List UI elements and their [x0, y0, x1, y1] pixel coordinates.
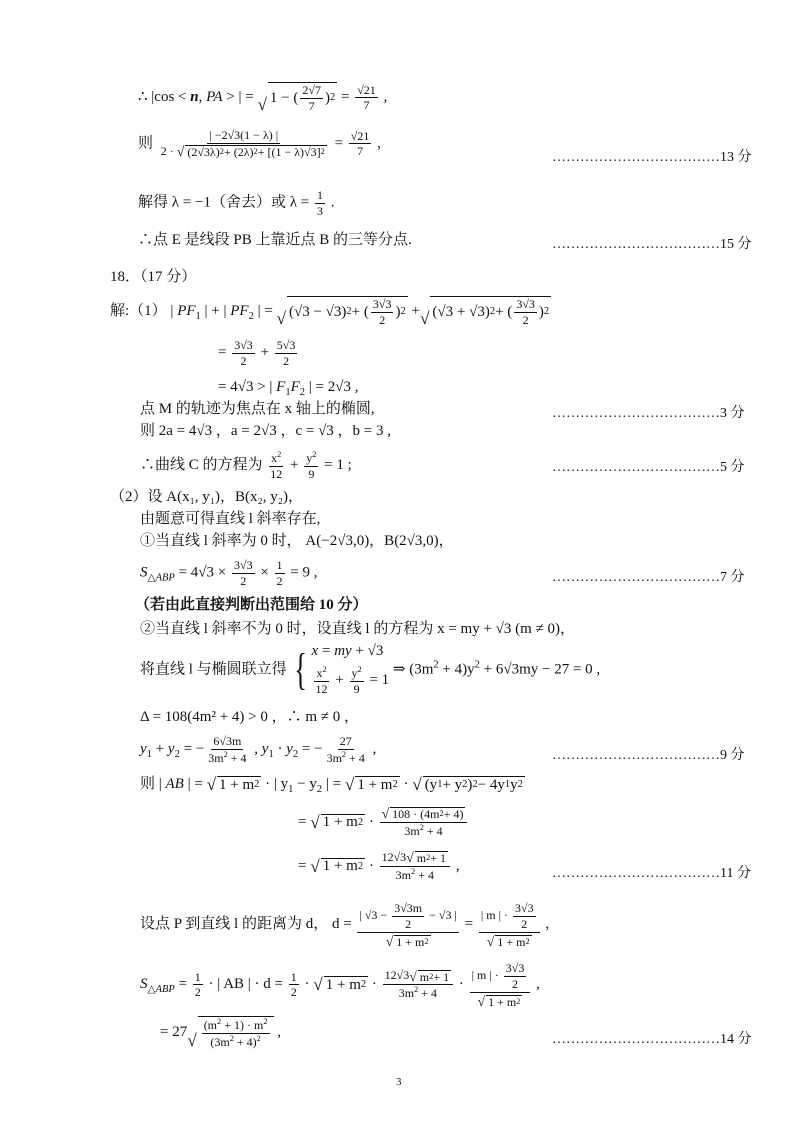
distance-prefix: 设点 P 到直线 l 的距离为 d， d =	[140, 916, 352, 933]
frac-one: 1	[316, 188, 323, 202]
case-2-line: ②当直线 l 斜率不为 0 时，设直线 l 的方程为 x = my + √3 (m ≠ 0)，	[140, 621, 576, 637]
chord-length-line: 则 | AB | = √ 1 + m 2 · | $y_1 - y_2$ | = √ 1 + m 2 · √ (y 1 + y 2 ) 2 − 4y 1 y 2	[140, 775, 523, 796]
score-14: ………………………………14 分	[552, 1032, 752, 1047]
then-text: 则	[138, 135, 154, 152]
score-11: ………………………………11 分	[552, 866, 751, 881]
solution-label: 解:（1）	[110, 303, 167, 320]
score-15: ………………………………15 分	[552, 237, 752, 252]
slope-exists-line: 由题意可得直线 l 斜率存在,	[140, 511, 321, 527]
cos-angle-line: ∴ |cos < n, PA > | = √ 1 − ( 2√7 7 ) 2 = $\frac{√21}{7}$ ,	[138, 82, 388, 114]
combine-text: 将直线 l 与椭圆联立得	[140, 661, 287, 678]
chord-length-step-2: = √ 1 + m 2 · √ 108 · (4m 2 + 4) $3m^2 + 4$	[298, 806, 469, 839]
score-3: ………………………………3 分	[552, 406, 745, 421]
area-result-line: = 27 √ $(m^2 + 1) \cdot m^2$ $(3m^2 + 4)^2$ ,	[160, 1017, 281, 1050]
lambda-solution-text: 解得 λ = −1（舍去）或 λ =	[138, 194, 310, 211]
score-7: ………………………………7 分	[552, 570, 745, 585]
score-9: ………………………………9 分	[552, 748, 745, 763]
area-case-2-line: $S_{\triangle ABP}$ = $\frac{1}{2}$ · | AB | · d = $\frac{1}{2}$ · √ 1 + m 2 · 12√3 √ m 2 + 1 $3m^2 + 4$ · | m | · $\frac{3√3}{2}$ √ 1 + m 2 ,	[140, 961, 540, 1009]
conclusion-e-line: ∴点 E 是线段 PB 上靠近点 B 的三等分点.	[138, 232, 412, 248]
ellipse-line: 点 M 的轨迹为焦点在 x 轴上的椭圆,	[140, 401, 375, 417]
page-number: 3	[396, 1076, 402, 1088]
distance-sum-line: 解:（1） | $PF_1$ | + | $PF_2$ | = √ (√3 − √3) 2 + ( 3√3 2 ) 2 + √ (√3 + √3) 2 + ( 3√3 2 ) 2	[110, 297, 550, 328]
system-line: 将直线 l 与椭圆联立得 { x = my + √3 $\frac{x^2}{12}$ + $\frac{y^2}{9}$ = 1 ⇒ $(3m^2 + 4)y^2 + 6√3my - 27 = 0$ ,	[140, 643, 601, 696]
frac-three: 3	[316, 203, 323, 218]
score-13: ………………………………13 分	[552, 150, 752, 165]
part-2-line: （2）设 A(x₁, y₁)，B(x₂, y₂)，	[110, 489, 303, 505]
partial-credit-note: （若由此直接判断出范围给 10 分）	[135, 597, 368, 613]
question-18-heading: 18．（17 分）	[110, 269, 197, 285]
distance-sum-simplified: = $\frac{3√3}{2}$ + $\frac{5√3}{2}$	[218, 338, 296, 368]
vieta-line: $y_1 + y_2$ = − $\frac{6√3m}{3m^2 + 4}$ , $y_1 \cdot y_2$ = − $\frac{27}{3m^2 + 4}$ ,	[140, 734, 377, 765]
lambda-solution-line: 解得 λ = −1（舍去）或 λ = $\frac{1}{3}$ .	[138, 188, 335, 218]
curve-equation-prefix: ∴曲线 C 的方程为	[140, 457, 263, 474]
curve-equation-line: ∴曲线 C 的方程为 $\frac{x^2}{12}$ + $\frac{y^2}{9}$ = 1 ;	[140, 450, 352, 481]
chord-length-step-3: = √ 1 + m 2 · 12√3 √ m 2 + 1 $3m^2 + 4$ ,	[298, 850, 460, 883]
distance-line: 设点 P 到直线 l 的距离为 d， d = | √3 − $\frac{3√3m}{2}$ − √3 | √ 1 + m 2 = | m | · $\frac{3√3}{2}$ √ 1 + m 2 ,	[140, 901, 550, 949]
case-1-line: ①当直线 l 斜率为 0 时， A(−2√3,0)，B(2√3,0)，	[140, 533, 454, 549]
distance-sum-result: = 4√3 > | $F_1F_2$ | = 2√3 ,	[218, 379, 359, 398]
ellipse-params-line: 则 2a = 4√3 ，a = 2√3 ，c = √3 ，b = 3 ,	[140, 423, 392, 439]
lambda-equation-line: 则 | −2√3(1 − λ) | 2 · √ (2√3λ) 2 + (2λ) 2 + [(1 − λ)√3] 2 = $\frac{√21}{7}$ ,	[138, 128, 381, 160]
discriminant-line: Δ = 108(4m² + 4) > 0 ，∴ m ≠ 0 ，	[140, 709, 360, 725]
score-5: ………………………………5 分	[552, 460, 745, 475]
area-case-1-line: $S_{\triangle ABP} = 4√3$ × $\frac{3√3}{2}$ × $\frac{1}{2}$ = 9 ,	[140, 558, 318, 588]
